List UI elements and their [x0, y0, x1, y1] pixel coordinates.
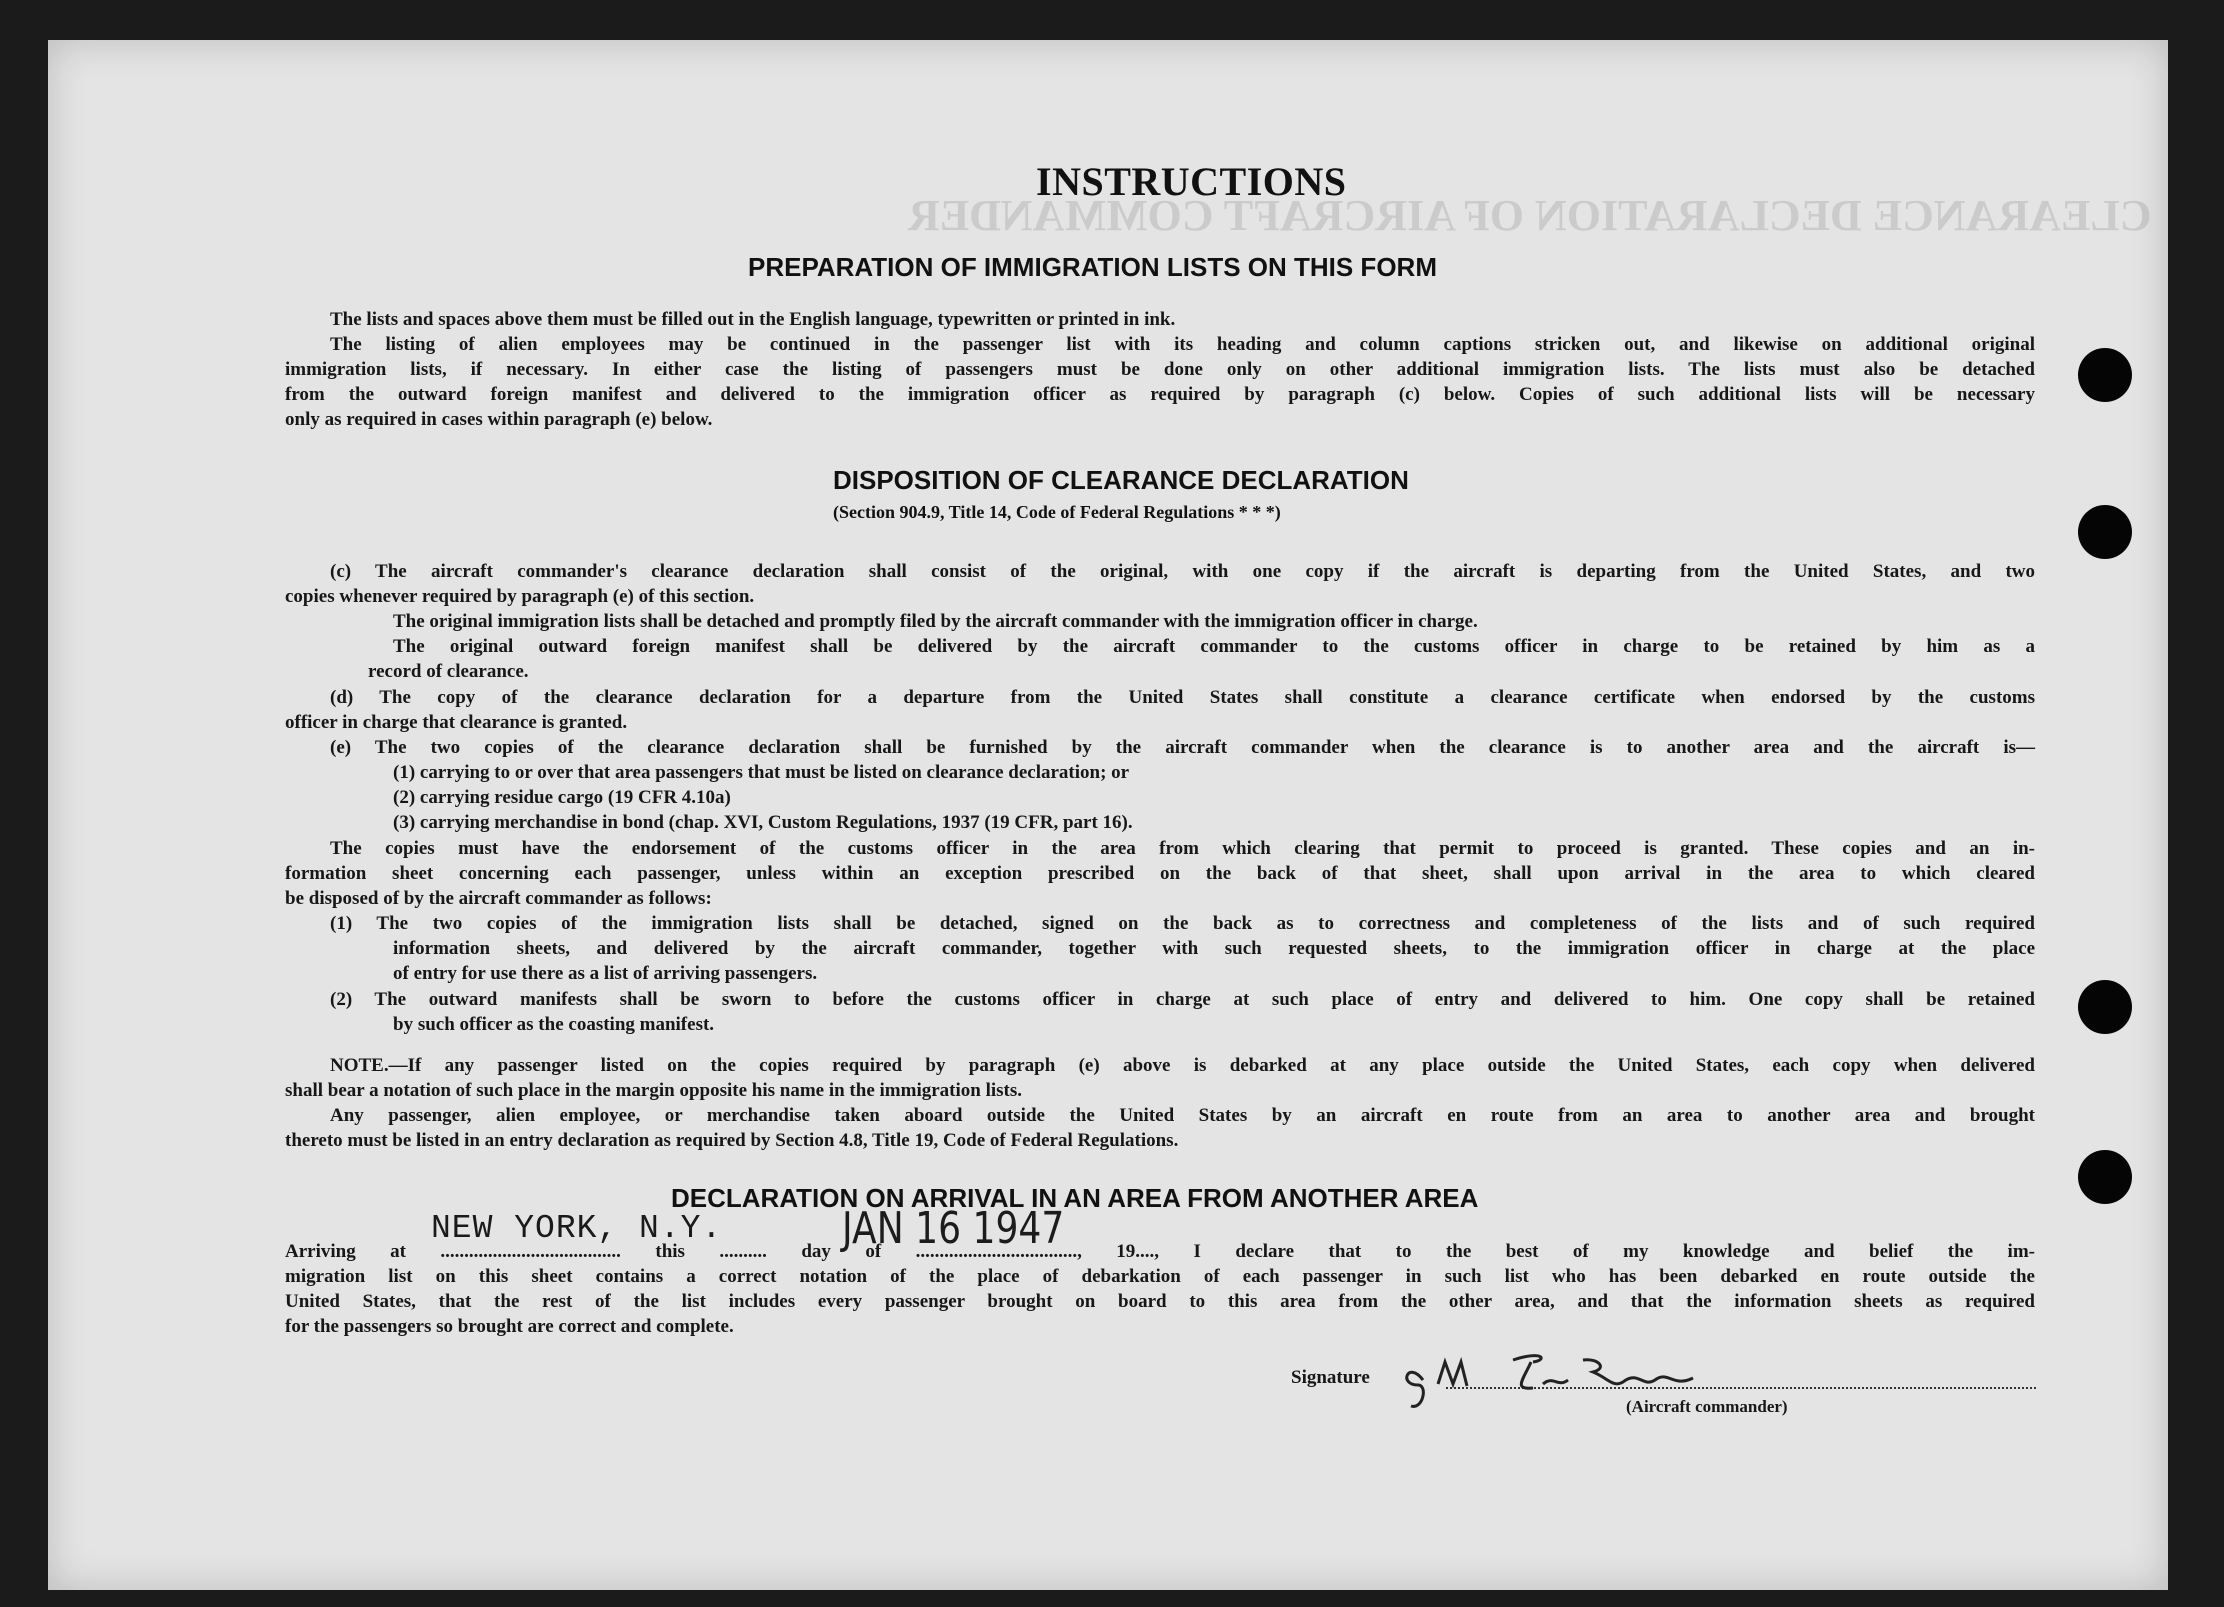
- paragraph-line: (1) The two copies of the immigration lists shall be detached, signed on the back as to correctness and completeness of the lists and of such required: [330, 913, 2035, 934]
- paragraph-line: (2) carrying residue cargo (19 CFR 4.10a): [393, 787, 731, 808]
- paragraph-line: (2) The outward manifests shall be sworn to before the customs officer in charge at such place of entry and delivered to him. One copy shall be retained: [330, 989, 2035, 1010]
- paragraph-line: by such officer as the coasting manifest.: [393, 1014, 715, 1035]
- paragraph-line: from the outward foreign manifest and delivered to the immigration officer as required by paragraph (c) below. Copies of such additional lists will be necessary: [285, 384, 2035, 405]
- section-heading-declaration-arrival: DECLARATION ON ARRIVAL IN AN AREA FROM ANOTHER AREA: [671, 1183, 1479, 1213]
- punch-hole: [2078, 505, 2132, 559]
- section-heading-clearance-declaration: DISPOSITION OF CLEARANCE DECLARATION: [833, 465, 1409, 495]
- section-heading-immigration-lists: PREPARATION OF IMMIGRATION LISTS ON THIS FORM: [748, 252, 1437, 282]
- paragraph-line: Arriving at ...................................... this .......... day of .................................., 19...., I declare that to the best of my knowledge and belief the im-: [285, 1241, 2035, 1262]
- paragraph-line: The copies must have the endorsement of the customs officer in the area from which clearing that permit to proceed is granted. These copies and an in-: [330, 838, 2035, 859]
- paragraph-line: United States, that the rest of the list includes every passenger brought on board to this area from the other area, and that the information sheets as required: [285, 1291, 2035, 1312]
- bleedthrough-text: CLEARANCE DECLARATION OF AIRCRAFT COMMANDER: [908, 191, 2152, 240]
- paragraph-line: be disposed of by the aircraft commander as follows:: [285, 888, 712, 909]
- paragraph-line: formation sheet concerning each passenger, unless within an exception prescribed on the back of that sheet, shall upon arrival in the area to which cleared: [285, 863, 2035, 884]
- typed-port-of-arrival: NEW YORK, N.Y.: [431, 1210, 723, 1247]
- paragraph-line: only as required in cases within paragraph (e) below.: [285, 409, 713, 430]
- paragraph-line: (1) carrying to or over that area passengers that must be listed on clearance declaration; or: [393, 762, 1130, 783]
- paragraph-line: officer in charge that clearance is granted.: [285, 712, 628, 733]
- paragraph-line: (d) The copy of the clearance declaration for a departure from the United States shall constitute a clearance certificate when endorsed by the customs: [330, 687, 2035, 708]
- paragraph-line: (e) The two copies of the clearance declaration shall be furnished by the aircraft commander when the clearance is to another area and the aircraft is—: [330, 737, 2035, 758]
- paragraph-line: record of clearance.: [368, 661, 529, 682]
- instructions-title: INSTRUCTIONS: [1036, 159, 1347, 204]
- date-stamp: JAN 16 1947: [842, 1203, 1065, 1254]
- section-citation: (Section 904.9, Title 14, Code of Federal Regulations * * *): [833, 502, 1281, 522]
- signature-label: Signature: [1291, 1367, 1370, 1388]
- paragraph-line: migration list on this sheet contains a correct notation of the place of debarkation of each passenger in such list who has been debarked en route outside the: [285, 1266, 2035, 1287]
- paragraph-line: Any passenger, alien employee, or merchandise taken aboard outside the United States by an aircraft en route from an area to another area and brought: [330, 1105, 2035, 1126]
- punch-hole: [2078, 348, 2132, 402]
- punch-hole: [2078, 1150, 2132, 1204]
- paragraph-line: immigration lists, if necessary. In either case the listing of passengers must be done only on other additional immigration lists. The lists must also be detached: [285, 359, 2035, 380]
- paragraph-line: for the passengers so brought are correct and complete.: [285, 1316, 734, 1337]
- paragraph-line: information sheets, and delivered by the aircraft commander, together with such requested sheets, to the immigration officer in charge at the place: [393, 938, 2035, 959]
- paragraph-line: thereto must be listed in an entry declaration as required by Section 4.8, Title 19, Code of Federal Regulations.: [285, 1130, 1179, 1151]
- paragraph-line: The original outward foreign manifest shall be delivered by the aircraft commander to the customs officer in charge to be retained by him as a: [393, 636, 2035, 657]
- signature-caption: (Aircraft commander): [1626, 1397, 1788, 1416]
- paragraph-line: (3) carrying merchandise in bond (chap. XVI, Custom Regulations, 1937 (19 CFR, part 16).: [393, 812, 1133, 833]
- paragraph-line: shall bear a notation of such place in the margin opposite his name in the immigration lists.: [285, 1080, 1023, 1101]
- paragraph-line: NOTE.—If any passenger listed on the copies required by paragraph (e) above is debarked at any place outside the United States, each copy when delivered: [330, 1055, 2035, 1076]
- paragraph-line: The lists and spaces above them must be filled out in the English language, typewritten or printed in ink.: [330, 309, 1176, 330]
- paragraph-line: The original immigration lists shall be detached and promptly filed by the aircraft commander with the immigration officer in charge.: [393, 611, 1478, 632]
- paragraph-line: copies whenever required by paragraph (e) of this section.: [285, 586, 755, 607]
- punch-hole: [2078, 980, 2132, 1034]
- paragraph-line: The listing of alien employees may be continued in the passenger list with its heading and column captions stricken out, and likewise on additional original: [330, 334, 2035, 355]
- document-page: [48, 40, 2168, 1590]
- paragraph-line: (c) The aircraft commander's clearance declaration shall consist of the original, with one copy if the aircraft is departing from the United States, and two: [330, 561, 2035, 582]
- paragraph-line: of entry for use there as a list of arriving passengers.: [393, 963, 818, 984]
